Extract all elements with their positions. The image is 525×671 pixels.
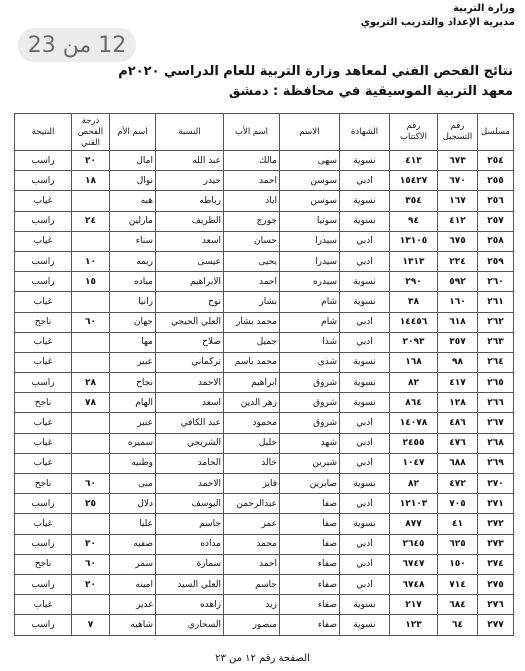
table-row xyxy=(15,413,514,433)
cell-registration-no: ٦٤ xyxy=(438,615,478,635)
directorate-name: مديرية الإعداد والتدريب التربوي xyxy=(360,17,515,28)
cell-serial: ٢٦٧ xyxy=(478,413,514,433)
cell-father-name: بشار xyxy=(224,292,280,312)
cell-serial: ٢٧٤ xyxy=(478,554,514,574)
cell-name: سهى xyxy=(280,151,340,171)
cell-result: راسب xyxy=(15,373,72,393)
cell-result: راسب xyxy=(15,211,72,231)
col-subscription-no: رقم الاكتتاب xyxy=(390,114,438,151)
table-row xyxy=(15,554,514,574)
cell-surname: اسعد xyxy=(156,231,224,251)
cell-result: غياب xyxy=(15,231,72,251)
cell-registration-no: ٧٠٥ xyxy=(438,494,478,514)
cell-subscription-no: ٨٢ xyxy=(390,373,438,393)
table-row xyxy=(15,574,514,594)
cell-exam-grade xyxy=(72,413,110,433)
cell-mother-name: ريمه xyxy=(110,251,156,271)
cell-result: ناجح xyxy=(15,554,72,574)
cell-result: غياب xyxy=(15,595,72,615)
cell-serial: ٢٦٥ xyxy=(478,373,514,393)
title-line-2: معهد التربية الموسيقية في محافظة : دمشق xyxy=(228,84,513,99)
col-certificate: الشهادة xyxy=(340,114,390,151)
cell-mother-name: جهان xyxy=(110,312,156,332)
cell-subscription-no: ١٤٤٥٦ xyxy=(390,312,438,332)
cell-name: سيدره xyxy=(280,272,340,292)
cell-serial: ٢٥٥ xyxy=(478,171,514,191)
cell-mother-name: منى xyxy=(110,474,156,494)
table-row xyxy=(15,433,514,453)
cell-subscription-no: ١٠٤٧ xyxy=(390,453,438,473)
cell-subscription-no: ١٤٠٧٨ xyxy=(390,413,438,433)
cell-serial: ٢٦٣ xyxy=(478,332,514,352)
cell-serial: ٢٧٣ xyxy=(478,534,514,554)
cell-mother-name: امينه xyxy=(110,574,156,594)
cell-mother-name: نوال xyxy=(110,171,156,191)
cell-surname: عبد الله xyxy=(156,151,224,171)
col-result: النتيجة xyxy=(15,114,72,151)
cell-name: شذى xyxy=(280,352,340,372)
cell-mother-name: عبير xyxy=(110,413,156,433)
cell-exam-grade xyxy=(72,433,110,453)
cell-subscription-no: ٨٧٧ xyxy=(390,514,438,534)
cell-serial: ٢٦٩ xyxy=(478,453,514,473)
cell-serial: ٢٦٨ xyxy=(478,433,514,453)
page-footer: الصفحة رقم ١٢ من ٢٣ xyxy=(215,653,310,664)
cell-certificate: ادبي xyxy=(340,171,390,191)
cell-serial: ٢٧٥ xyxy=(478,574,514,594)
cell-result: غياب xyxy=(15,433,72,453)
cell-subscription-no: ٨٢ xyxy=(390,474,438,494)
cell-name: شام xyxy=(280,312,340,332)
cell-father-name: خليل xyxy=(224,433,280,453)
cell-certificate: ادبي xyxy=(340,554,390,574)
table-row xyxy=(15,312,514,332)
cell-result: غياب xyxy=(15,514,72,534)
cell-exam-grade xyxy=(72,352,110,372)
cell-surname: عبد الكافي xyxy=(156,413,224,433)
cell-registration-no: ٩٨ xyxy=(438,352,478,372)
cell-result: راسب xyxy=(15,251,72,271)
cell-certificate: نسوية xyxy=(340,393,390,413)
cell-registration-no: ١٦٠ xyxy=(438,292,478,312)
cell-father-name: احمد xyxy=(224,554,280,574)
cell-certificate: ادبي xyxy=(340,433,390,453)
cell-registration-no: ٦٧٥ xyxy=(438,231,478,251)
cell-father-name: محمد xyxy=(224,534,280,554)
cell-exam-grade xyxy=(72,453,110,473)
cell-mother-name: عليا xyxy=(110,514,156,534)
cell-mother-name: غدير xyxy=(110,595,156,615)
table-row xyxy=(15,595,514,615)
cell-name: صفاء xyxy=(280,574,340,594)
cell-father-name: احمد xyxy=(224,171,280,191)
cell-name: صفا xyxy=(280,494,340,514)
table-row xyxy=(15,332,514,352)
cell-father-name: محمد باسم xyxy=(224,352,280,372)
cell-result: غياب xyxy=(15,413,72,433)
cell-father-name: زيد xyxy=(224,595,280,615)
cell-result: راسب xyxy=(15,574,72,594)
cell-exam-grade xyxy=(72,514,110,534)
cell-registration-no: ١٦٧ xyxy=(438,191,478,211)
cell-mother-name: وطنيه xyxy=(110,453,156,473)
cell-certificate: ادبي xyxy=(340,494,390,514)
cell-result: غياب xyxy=(15,191,72,211)
cell-subscription-no: ١٦٨ xyxy=(390,352,438,372)
cell-serial: ٢٥٦ xyxy=(478,191,514,211)
cell-exam-grade: ٢٥ xyxy=(72,494,110,514)
cell-subscription-no: ٩٤ xyxy=(390,211,438,231)
cell-result: غياب xyxy=(15,292,72,312)
cell-subscription-no: ١٢١٠٣ xyxy=(390,494,438,514)
cell-result: ناجح xyxy=(15,474,72,494)
cell-serial: ٢٦٠ xyxy=(478,272,514,292)
cell-registration-no: ٤١٢ xyxy=(438,211,478,231)
cell-serial: ٢٧٢ xyxy=(478,514,514,534)
cell-registration-no: ٦٨٨ xyxy=(438,453,478,473)
cell-exam-grade: ٢٤ xyxy=(72,211,110,231)
cell-subscription-no: ٦٧٤٨ xyxy=(390,574,438,594)
cell-certificate: ادبي xyxy=(340,534,390,554)
cell-exam-grade xyxy=(72,595,110,615)
cell-subscription-no: ٢٤٥٥ xyxy=(390,433,438,453)
cell-certificate: ادبي xyxy=(340,251,390,271)
cell-father-name: مالك xyxy=(224,151,280,171)
cell-name: شروق xyxy=(280,393,340,413)
cell-certificate: نسوية xyxy=(340,514,390,534)
cell-father-name: يحيى xyxy=(224,251,280,271)
cell-serial: ٢٥٤ xyxy=(478,151,514,171)
cell-result: راسب xyxy=(15,272,72,292)
cell-name: صفاء xyxy=(280,554,340,574)
table-row xyxy=(15,272,514,292)
cell-certificate: ادبي xyxy=(340,332,390,352)
cell-certificate: نسوية xyxy=(340,373,390,393)
cell-exam-grade: ٢٠ xyxy=(72,151,110,171)
table-row xyxy=(15,211,514,231)
cell-registration-no: ٦٧٣ xyxy=(438,151,478,171)
cell-surname: السحاري xyxy=(156,615,224,635)
cell-serial: ٢٥٨ xyxy=(478,231,514,251)
cell-surname: سمارة xyxy=(156,554,224,574)
cell-result: راسب xyxy=(15,615,72,635)
cell-result: ناجح xyxy=(15,393,72,413)
cell-mother-name: عبير xyxy=(110,352,156,372)
cell-mother-name: شاهيه xyxy=(110,615,156,635)
cell-name: صفاء xyxy=(280,615,340,635)
table-header-row xyxy=(15,114,514,151)
cell-certificate: نسوية xyxy=(340,352,390,372)
cell-result: ناجح xyxy=(15,312,72,332)
cell-name: شذا xyxy=(280,332,340,352)
cell-surname: حيدر xyxy=(156,171,224,191)
cell-result: راسب xyxy=(15,151,72,171)
cell-serial: ٢٦١ xyxy=(478,292,514,312)
cell-subscription-no: ٨٦٤ xyxy=(390,393,438,413)
cell-exam-grade: ٦٠ xyxy=(72,474,110,494)
table-row xyxy=(15,453,514,473)
cell-surname: تركماني xyxy=(156,352,224,372)
cell-name: شام xyxy=(280,292,340,312)
cell-surname: العلي الحيجي xyxy=(156,312,224,332)
cell-name: شيرين xyxy=(280,453,340,473)
cell-father-name: عبدالرحمن xyxy=(224,494,280,514)
cell-surname: الاحمد xyxy=(156,474,224,494)
cell-exam-grade xyxy=(72,191,110,211)
cell-mother-name: نجاح xyxy=(110,373,156,393)
cell-subscription-no: ١٥٤٢٧ xyxy=(390,171,438,191)
cell-name: صابرين xyxy=(280,474,340,494)
table-row xyxy=(15,474,514,494)
cell-exam-grade xyxy=(72,292,110,312)
cell-exam-grade: ٦٠ xyxy=(72,554,110,574)
cell-subscription-no: ٤١٣ xyxy=(390,151,438,171)
col-name: الاسم xyxy=(280,114,340,151)
cell-registration-no: ٦١٨ xyxy=(438,312,478,332)
cell-surname: مداده xyxy=(156,534,224,554)
cell-surname: الابراهيم xyxy=(156,272,224,292)
cell-subscription-no: ١٣١٣ xyxy=(390,251,438,271)
cell-name: شروق xyxy=(280,413,340,433)
cell-serial: ٢٦٢ xyxy=(478,312,514,332)
cell-subscription-no: ٣٥٤ xyxy=(390,191,438,211)
col-registration-no: رقم التسجيل xyxy=(438,114,478,151)
cell-father-name: محمود xyxy=(224,413,280,433)
cell-subscription-no: ٣٨ xyxy=(390,292,438,312)
cell-serial: ٢٥٧ xyxy=(478,211,514,231)
cell-result: راسب xyxy=(15,494,72,514)
table-row xyxy=(15,191,514,211)
cell-father-name: خالد xyxy=(224,453,280,473)
cell-exam-grade: ٢٠ xyxy=(72,534,110,554)
cell-surname: الشريحي xyxy=(156,433,224,453)
col-serial: مسلسل xyxy=(478,114,514,151)
cell-result: غياب xyxy=(15,332,72,352)
table-row xyxy=(15,514,514,534)
cell-name: سوسن xyxy=(280,191,340,211)
cell-registration-no: ٦٢٥ xyxy=(438,534,478,554)
cell-serial: ٢٦٦ xyxy=(478,393,514,413)
table-body xyxy=(15,151,514,636)
cell-mother-name: امال xyxy=(110,151,156,171)
cell-certificate: نسوية xyxy=(340,151,390,171)
cell-name: صفا xyxy=(280,534,340,554)
cell-surname: جاسم xyxy=(156,514,224,534)
table-row xyxy=(15,534,514,554)
cell-surname: رباطه xyxy=(156,191,224,211)
cell-mother-name: سناء xyxy=(110,231,156,251)
col-father-name: اسم الأب xyxy=(224,114,280,151)
cell-surname: الحامد xyxy=(156,453,224,473)
cell-mother-name: مارلين xyxy=(110,211,156,231)
table-row xyxy=(15,494,514,514)
cell-mother-name: سميره xyxy=(110,433,156,453)
cell-registration-no: ٤٨٦ xyxy=(438,413,478,433)
table-row xyxy=(15,393,514,413)
results-table xyxy=(14,113,514,636)
cell-certificate: ادبي xyxy=(340,453,390,473)
col-exam-grade: درجة الفحص الفني xyxy=(72,114,110,151)
cell-certificate: نسوية xyxy=(340,292,390,312)
cell-registration-no: ٦٨٤ xyxy=(438,595,478,615)
cell-result: راسب xyxy=(15,534,72,554)
cell-serial: ٢٧٧ xyxy=(478,615,514,635)
table-row xyxy=(15,292,514,312)
cell-exam-grade: ٧ xyxy=(72,615,110,635)
cell-mother-name: دلال xyxy=(110,494,156,514)
cell-exam-grade: ١٨ xyxy=(72,171,110,191)
cell-name: سوسن xyxy=(280,171,340,191)
cell-certificate: ادبي xyxy=(340,312,390,332)
cell-exam-grade xyxy=(72,332,110,352)
cell-exam-grade: ٧٨ xyxy=(72,393,110,413)
cell-subscription-no: ٢٩٠ xyxy=(390,272,438,292)
cell-mother-name: صفيه xyxy=(110,534,156,554)
cell-father-name: ابراهيم xyxy=(224,373,280,393)
cell-father-name: محمد بشار xyxy=(224,312,280,332)
cell-mother-name: سمر xyxy=(110,554,156,574)
page-counter-badge: 12 من 23 xyxy=(18,28,136,62)
cell-serial: ٢٧١ xyxy=(478,494,514,514)
cell-father-name: جميل xyxy=(224,332,280,352)
cell-exam-grade: ٦٠ xyxy=(72,312,110,332)
cell-serial: ٢٦٤ xyxy=(478,352,514,372)
cell-serial: ٢٥٩ xyxy=(478,251,514,271)
cell-surname: اليوسف xyxy=(156,494,224,514)
cell-registration-no: ٣٥٧ xyxy=(438,332,478,352)
cell-name: صفا xyxy=(280,514,340,534)
cell-certificate: نسوية xyxy=(340,615,390,635)
cell-subscription-no: ١٣١٠٥ xyxy=(390,231,438,251)
cell-name: سونيا xyxy=(280,211,340,231)
cell-serial: ٢٧٦ xyxy=(478,595,514,615)
cell-surname: الاحمد xyxy=(156,373,224,393)
cell-subscription-no: ١٢٣ xyxy=(390,615,438,635)
ministry-name: وزارة التربية xyxy=(453,3,515,14)
cell-father-name: جورج xyxy=(224,211,280,231)
cell-exam-grade: ١٠ xyxy=(72,251,110,271)
table-row xyxy=(15,231,514,251)
cell-father-name: زهر الدين xyxy=(224,393,280,413)
cell-registration-no: ٢٢٤ xyxy=(438,251,478,271)
cell-registration-no: ١٢٨ xyxy=(438,393,478,413)
cell-registration-no: ٤١٧ xyxy=(438,373,478,393)
document-title xyxy=(33,62,513,102)
table-row xyxy=(15,352,514,372)
cell-registration-no: ٤٧٢ xyxy=(438,474,478,494)
cell-name: شهد xyxy=(280,433,340,453)
cell-registration-no: ٤١ xyxy=(438,514,478,534)
cell-certificate: نسوية xyxy=(340,191,390,211)
cell-subscription-no: ٦٧٤٧ xyxy=(390,554,438,574)
cell-father-name: منصور xyxy=(224,615,280,635)
cell-surname: عيسى xyxy=(156,251,224,271)
cell-mother-name: مياده xyxy=(110,272,156,292)
cell-certificate: ادبي xyxy=(340,231,390,251)
cell-subscription-no: ٢٠٩٣ xyxy=(390,332,438,352)
cell-mother-name: رانيا xyxy=(110,292,156,312)
cell-registration-no: ١٥٠ xyxy=(438,554,478,574)
cell-exam-grade: ٢٨ xyxy=(72,373,110,393)
cell-father-name: جاسم xyxy=(224,574,280,594)
cell-certificate: نسوية xyxy=(340,211,390,231)
cell-surname: زاهده xyxy=(156,595,224,615)
cell-father-name: اياد xyxy=(224,191,280,211)
table-row xyxy=(15,251,514,271)
cell-name: سيدرا xyxy=(280,251,340,271)
cell-result: غياب xyxy=(15,352,72,372)
cell-name: صفاء xyxy=(280,595,340,615)
cell-registration-no: ٥٩٢ xyxy=(438,272,478,292)
cell-surname: صلاح xyxy=(156,332,224,352)
cell-certificate: ادبي xyxy=(340,413,390,433)
cell-registration-no: ٧١٤ xyxy=(438,574,478,594)
cell-exam-grade xyxy=(72,231,110,251)
cell-subscription-no: ٢١٧ xyxy=(390,595,438,615)
cell-certificate: نسوية xyxy=(340,272,390,292)
cell-certificate: ادبي xyxy=(340,574,390,594)
cell-registration-no: ٦٧٠ xyxy=(438,171,478,191)
cell-certificate: نسوية xyxy=(340,474,390,494)
cell-father-name: فايز xyxy=(224,474,280,494)
cell-surname: اسعد xyxy=(156,393,224,413)
ministry-header xyxy=(361,2,515,30)
cell-exam-grade: ٢٠ xyxy=(72,574,110,594)
title-line-1: نتائج الفحص الفني لمعاهد وزارة التربية للعام الدراسي ٢٠٢٠م xyxy=(118,64,513,79)
cell-surname: نوح xyxy=(156,292,224,312)
table-row xyxy=(15,151,514,171)
col-surname: النسبة xyxy=(156,114,224,151)
cell-father-name: احمد xyxy=(224,272,280,292)
cell-surname: العلي السيد xyxy=(156,574,224,594)
cell-surname: الظريف xyxy=(156,211,224,231)
cell-name: سيدرا xyxy=(280,231,340,251)
cell-exam-grade: ١٥ xyxy=(72,272,110,292)
cell-registration-no: ٤٧٦ xyxy=(438,433,478,453)
cell-mother-name: مها xyxy=(110,332,156,352)
cell-certificate: نسوية xyxy=(340,595,390,615)
cell-mother-name: هبه xyxy=(110,191,156,211)
cell-result: راسب xyxy=(15,171,72,191)
cell-name: شروق xyxy=(280,373,340,393)
col-mother-name: اسم الأم xyxy=(110,114,156,151)
table-row xyxy=(15,373,514,393)
table-row xyxy=(15,171,514,191)
cell-father-name: حسان xyxy=(224,231,280,251)
cell-result: غياب xyxy=(15,453,72,473)
cell-subscription-no: ٢٦٤٥ xyxy=(390,534,438,554)
cell-father-name: عمر xyxy=(224,514,280,534)
cell-mother-name: الهام xyxy=(110,393,156,413)
cell-serial: ٢٧٠ xyxy=(478,474,514,494)
table-row xyxy=(15,615,514,635)
